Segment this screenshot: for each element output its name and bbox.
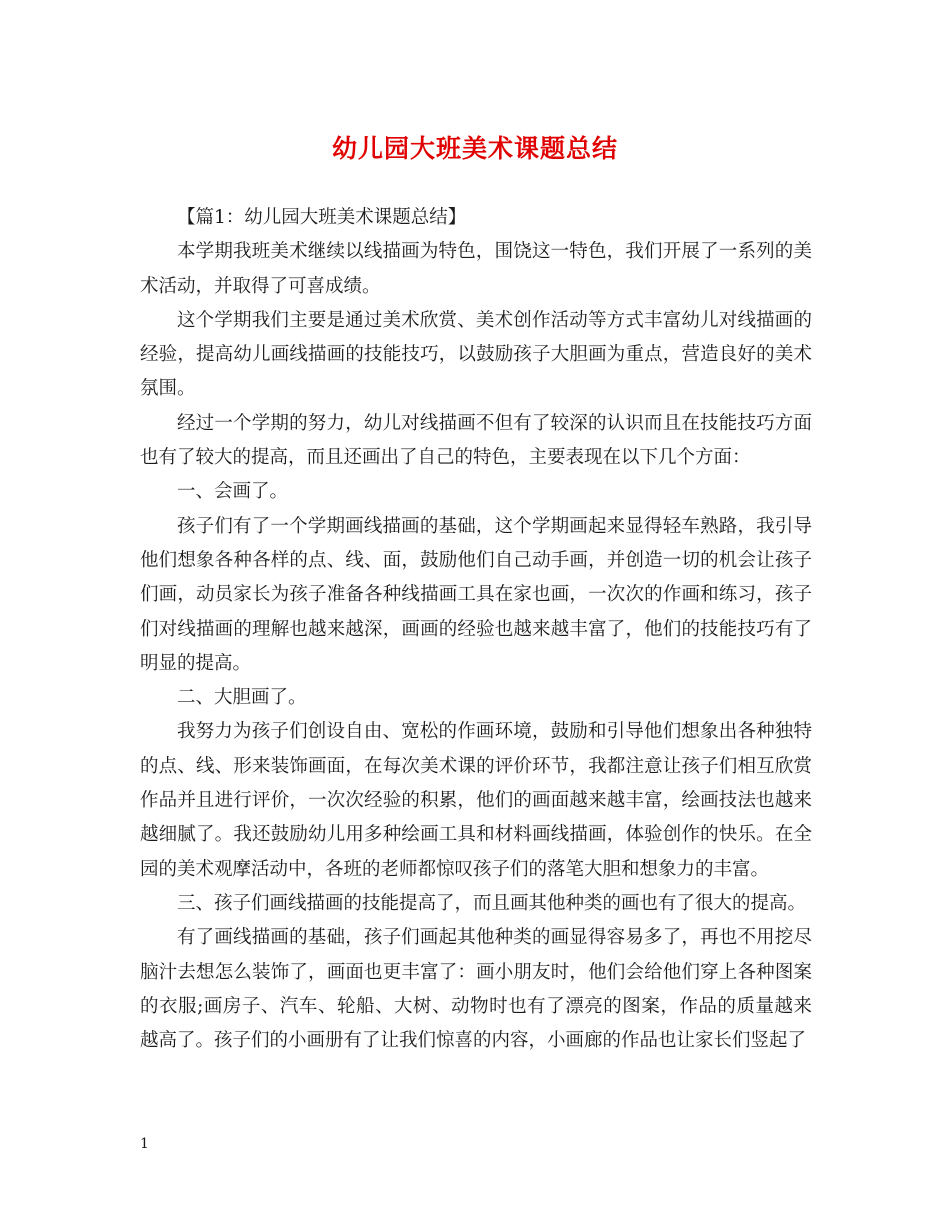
- paragraph: 本学期我班美术继续以线描画为特色，围饶这一特色，我们开展了一系列的美术活动，并取得了可喜成绩。: [140, 241, 812, 297]
- section-heading: 【篇1：幼儿园大班美术课题总结】: [177, 207, 467, 228]
- subheading: 三、孩子们画线描画的技能提高了，而且画其他种类的画也有了很大的提高。: [177, 892, 807, 914]
- paragraph: 有了画线描画的基础，孩子们画起其他种类的画显得容易多了，再也不用挖尽脑汁去想怎么装饰了，画面也更丰富了：画小朋友时，他们会给他们穿上各种图案的衣服;画房子、汽车、轮船、大树、动物时也有了漂亮的图案，作品的质量越来越高了。孩子们的小画册有了让我们惊喜的内容，小画廊的作品也让家长们竖起了: [140, 927, 812, 1052]
- paragraph: 我努力为孩子们创设自由、宽松的作画环境，鼓励和引导他们想象出各种独特的点、线、形来装饰画面，在每次美术课的评价环节，我都注意让孩子们相互欣赏作品并且进行评价，一次次经验的积累，他们的画面越来越丰富，绘画技法也越来越细腻了。我还鼓励幼儿用多种绘画工具和材料画线描画，体验创作的快乐。在全园的美术观摩活动中，各班的老师都惊叹孩子们的落笔大胆和想象力的丰富。: [140, 721, 812, 880]
- page-number: 1: [140, 1136, 149, 1152]
- paragraph: 经过一个学期的努力，幼儿对线描画不但有了较深的认识而且在技能技巧方面也有了较大的提高，而且还画出了自己的特色，主要表现在以下几个方面：: [140, 412, 812, 469]
- subheading: 二、大胆画了。: [177, 687, 307, 709]
- paragraph: 孩子们有了一个学期画线描画的基础，这个学期画起来显得轻车熟路，我引导他们想象各种各样的点、线、面，鼓励他们自己动手画，并创造一切的机会让孩子们画，动员家长为孩子准备各种线描画工具在家也画，一次次的作画和练习，孩子们对线描画的理解也越来越深，画画的经验也越来越丰富了，他们的技能技巧有了明显的提高。: [140, 515, 812, 674]
- paragraph: 这个学期我们主要是通过美术欣赏、美术创作活动等方式丰富幼儿对线描画的经验，提高幼儿画线描画的技能技巧，以鼓励孩子大胆画为重点，营造良好的美术氛围。: [140, 309, 812, 400]
- document-title: 幼儿园大班美术课题总结: [331, 134, 618, 163]
- subheading: 一、会画了。: [177, 481, 289, 503]
- document-body: [140, 201, 812, 1058]
